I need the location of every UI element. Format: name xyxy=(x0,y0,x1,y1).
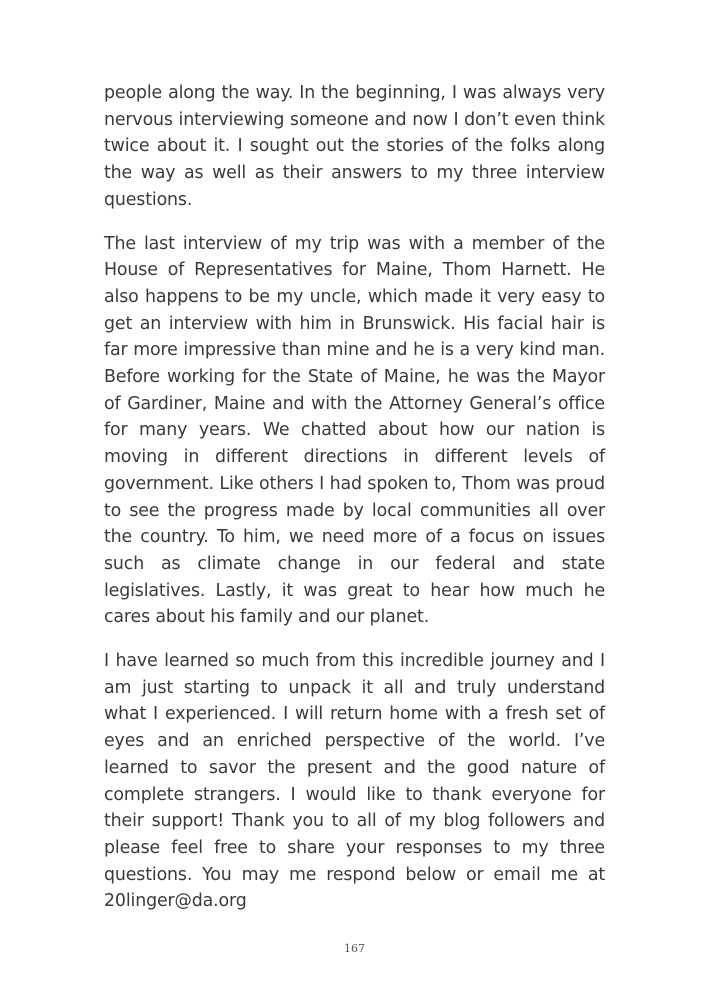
page-number: 167 xyxy=(344,942,365,955)
paragraph-2: The last interview of my trip was with a member of the House of Representatives for Maine, Thom Harnett. He also happens to be my uncle, which made it very easy to get an interview with him in Brunswick. His facial hair is far more impressive than mine and he is a very kind man. Before working for the State of Maine, he was the Mayor of Gardiner, Maine and with the Attorney General’s office for many years. We chatted about how our nation is moving in different directions in different levels of government. Like others I had spoken to, Thom was proud to see the progress made by local communities all over the country. To him, we need more of a focus on issues such as climate change in our federal and state legislatives. Lastly, it was great to hear how much he cares about his family and our planet. xyxy=(104,233,605,628)
paragraph-1: people along the way. In the beginning, I was always very nervous interviewing someone and now I don’t even think twice about it. I sought out the stories of the folks along the way as well as their answers to my three interview questions. xyxy=(104,83,605,210)
paragraph-3: I have learned so much from this incredible journey and I am just starting to unpack it all and truly understand what I experienced. I will return home with a fresh set of eyes and an enriched perspective of the world. I’ve learned to savor the present and the good nature of complete strangers. I would like to thank everyone for their support! Thank you to all of my blog followers and please feel free to share your responses to my three questions. You may me respond below or email me at 20linger@da.org xyxy=(104,651,605,912)
body-text xyxy=(104,80,605,932)
